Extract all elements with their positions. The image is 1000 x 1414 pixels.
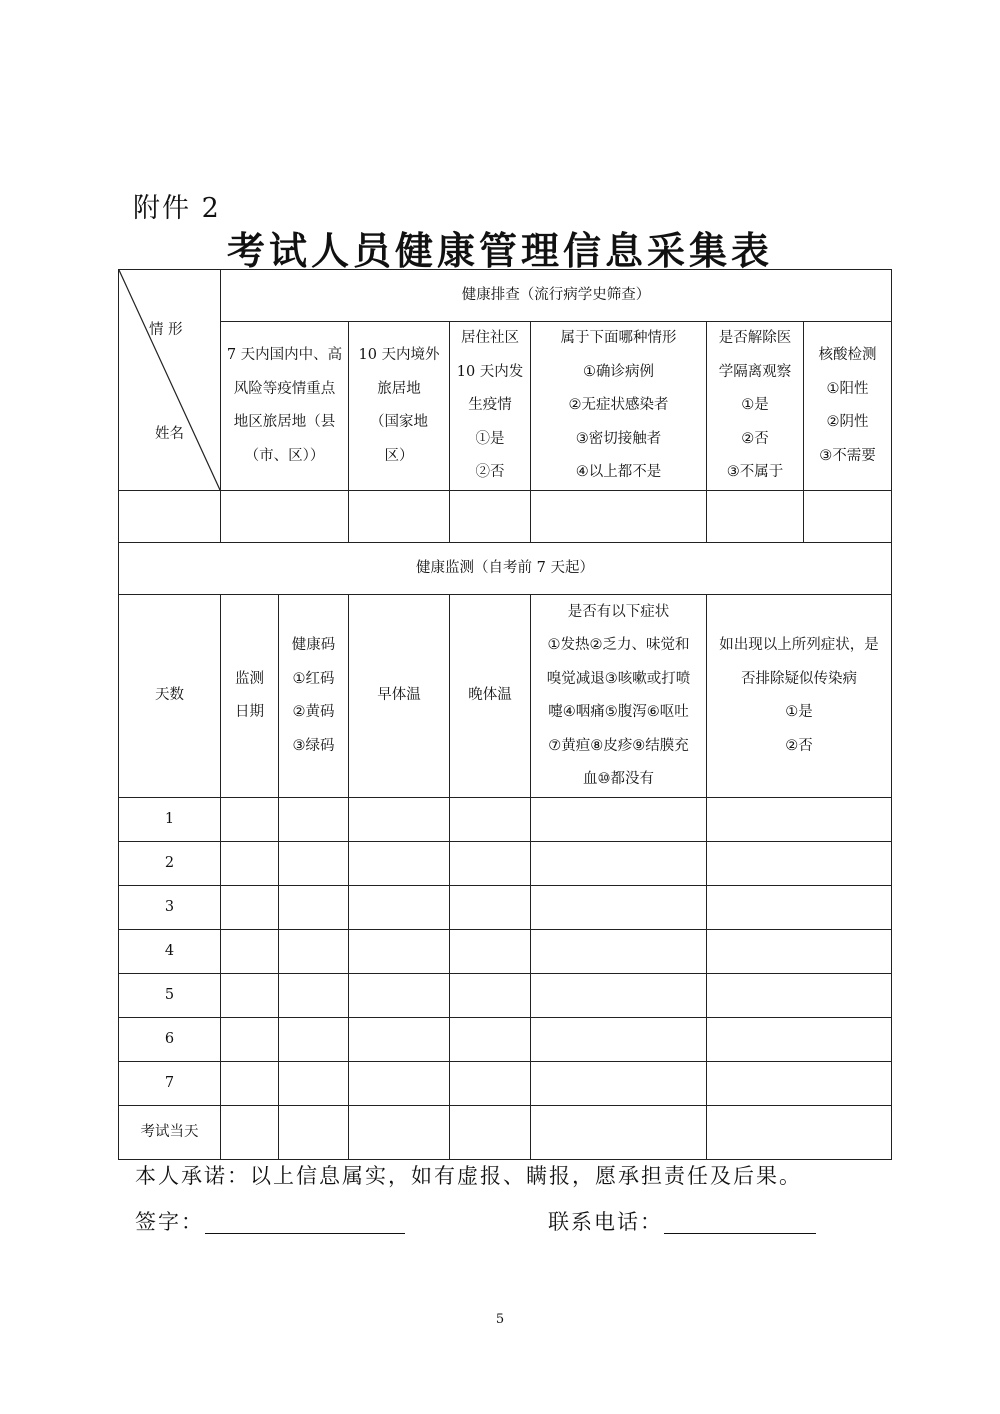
table-row: [119, 974, 892, 1018]
evening-temp-cell[interactable]: [450, 1106, 531, 1160]
days-header: 天数: [119, 595, 221, 798]
overseas-travel-header: 10 天内境外 旅居地 （国家地 区）: [349, 322, 450, 491]
attachment-label: 附件 2: [133, 193, 221, 224]
exclude-disease-header: 如出现以上所列症状，是 否排除疑似传染病 ①是 ②否: [707, 595, 892, 798]
domestic-travel-input-cell[interactable]: [221, 491, 349, 543]
table-row: [119, 798, 892, 842]
name-input-cell[interactable]: [119, 491, 221, 543]
monitoring-section-title: 健康监测（自考前 7 天起）: [119, 543, 892, 595]
date-cell[interactable]: [221, 1018, 279, 1062]
symptoms-cell[interactable]: [531, 798, 707, 842]
diagonal-header-cell: [119, 270, 221, 491]
community-outbreak-header: 居住社区 10 天内发 生疫情 ①是 ②否: [450, 322, 531, 491]
morning-temp-cell[interactable]: [349, 1062, 450, 1106]
exclude-cell[interactable]: [707, 1018, 892, 1062]
signature-label: 签字：: [135, 1210, 204, 1234]
screening-section-title: 健康排查（流行病学史筛查）: [221, 270, 892, 322]
day-label: 7: [119, 1062, 221, 1106]
symptoms-cell[interactable]: [531, 974, 707, 1018]
health-code-cell[interactable]: [279, 842, 349, 886]
table-row: [119, 930, 892, 974]
morning-temp-cell[interactable]: [349, 1018, 450, 1062]
phone-label: 联系电话：: [548, 1210, 663, 1234]
date-header: 监测 日期: [221, 595, 279, 798]
commitment-statement: 本人承诺：以上信息属实，如有虚报、瞒报，愿承担责任及后果。: [135, 1164, 802, 1188]
morning-temp-cell[interactable]: [349, 1106, 450, 1160]
symptoms-cell[interactable]: [531, 1018, 707, 1062]
day-label: 5: [119, 974, 221, 1018]
quarantine-release-header: 是否解除医 学隔离观察 ①是 ②否 ③不属于: [707, 322, 804, 491]
domestic-travel-header: 7 天内国内中、高 风险等疫情重点 地区旅居地（县 （市、区））: [221, 322, 349, 491]
table-row: [119, 1062, 892, 1106]
exam-day-label: 考试当天: [119, 1106, 221, 1160]
evening-temp-cell[interactable]: [450, 1062, 531, 1106]
diagonal-line: [119, 270, 220, 490]
health-info-table: [118, 269, 892, 1160]
morning-temp-cell[interactable]: [349, 886, 450, 930]
date-cell[interactable]: [221, 798, 279, 842]
name-label: 姓名: [155, 426, 184, 442]
screening-header-row: [119, 322, 892, 491]
symptoms-cell[interactable]: [531, 1062, 707, 1106]
morning-temp-cell[interactable]: [349, 842, 450, 886]
evening-temp-cell[interactable]: [450, 1018, 531, 1062]
page-number: 5: [495, 1312, 505, 1327]
nucleic-test-header: 核酸检测 ①阳性 ②阴性 ③不需要: [804, 322, 892, 491]
morning-temp-cell[interactable]: [349, 798, 450, 842]
evening-temp-cell[interactable]: [450, 974, 531, 1018]
health-code-cell[interactable]: [279, 886, 349, 930]
day-label: 2: [119, 842, 221, 886]
symptoms-cell[interactable]: [531, 842, 707, 886]
case-type-input-cell[interactable]: [531, 491, 707, 543]
community-outbreak-input-cell[interactable]: [450, 491, 531, 543]
day-label: 3: [119, 886, 221, 930]
exclude-cell[interactable]: [707, 930, 892, 974]
health-code-header: 健康码 ①红码 ②黄码 ③绿码: [279, 595, 349, 798]
evening-temp-cell[interactable]: [450, 930, 531, 974]
day-label: 4: [119, 930, 221, 974]
overseas-travel-input-cell[interactable]: [349, 491, 450, 543]
health-code-cell[interactable]: [279, 798, 349, 842]
health-code-cell[interactable]: [279, 1106, 349, 1160]
evening-temp-cell[interactable]: [450, 798, 531, 842]
monitoring-header-row: [119, 595, 892, 798]
table-row: [119, 1106, 892, 1160]
evening-temp-header: 晚体温: [450, 595, 531, 798]
exclude-cell[interactable]: [707, 974, 892, 1018]
screening-entry-row: [119, 491, 892, 543]
symptoms-cell[interactable]: [531, 1106, 707, 1160]
exclude-cell[interactable]: [707, 798, 892, 842]
table-row: [119, 886, 892, 930]
date-cell[interactable]: [221, 930, 279, 974]
case-type-header: 属于下面哪种情形 ①确诊病例 ②无症状感染者 ③密切接触者 ④以上都不是: [531, 322, 707, 491]
symptoms-cell[interactable]: [531, 930, 707, 974]
evening-temp-cell[interactable]: [450, 842, 531, 886]
morning-temp-header: 早体温: [349, 595, 450, 798]
date-cell[interactable]: [221, 1062, 279, 1106]
exclude-cell[interactable]: [707, 886, 892, 930]
form-title: 考试人员健康管理信息采集表: [226, 229, 773, 273]
morning-temp-cell[interactable]: [349, 930, 450, 974]
quarantine-release-input-cell[interactable]: [707, 491, 804, 543]
day-label: 6: [119, 1018, 221, 1062]
health-code-cell[interactable]: [279, 1062, 349, 1106]
day-label: 1: [119, 798, 221, 842]
table-row: [119, 1018, 892, 1062]
evening-temp-cell[interactable]: [450, 886, 531, 930]
health-code-cell[interactable]: [279, 1018, 349, 1062]
date-cell[interactable]: [221, 886, 279, 930]
signature-line[interactable]: [205, 1233, 405, 1234]
symptoms-cell[interactable]: [531, 886, 707, 930]
situation-label: 情 形: [149, 322, 183, 338]
exclude-cell[interactable]: [707, 1106, 892, 1160]
morning-temp-cell[interactable]: [349, 974, 450, 1018]
table-row: [119, 842, 892, 886]
phone-line[interactable]: [664, 1233, 816, 1234]
exclude-cell[interactable]: [707, 842, 892, 886]
date-cell[interactable]: [221, 842, 279, 886]
exclude-cell[interactable]: [707, 1062, 892, 1106]
nucleic-test-input-cell[interactable]: [804, 491, 892, 543]
health-code-cell[interactable]: [279, 930, 349, 974]
date-cell[interactable]: [221, 1106, 279, 1160]
symptoms-header: 是否有以下症状 ①发热②乏力、味觉和 嗅觉减退③咳嗽或打喷 嚏④咽痛⑤腹泻⑥呕吐 ⑦黄疸⑧皮疹⑨结膜充 血⑩都没有: [531, 595, 707, 798]
health-code-cell[interactable]: [279, 974, 349, 1018]
date-cell[interactable]: [221, 974, 279, 1018]
